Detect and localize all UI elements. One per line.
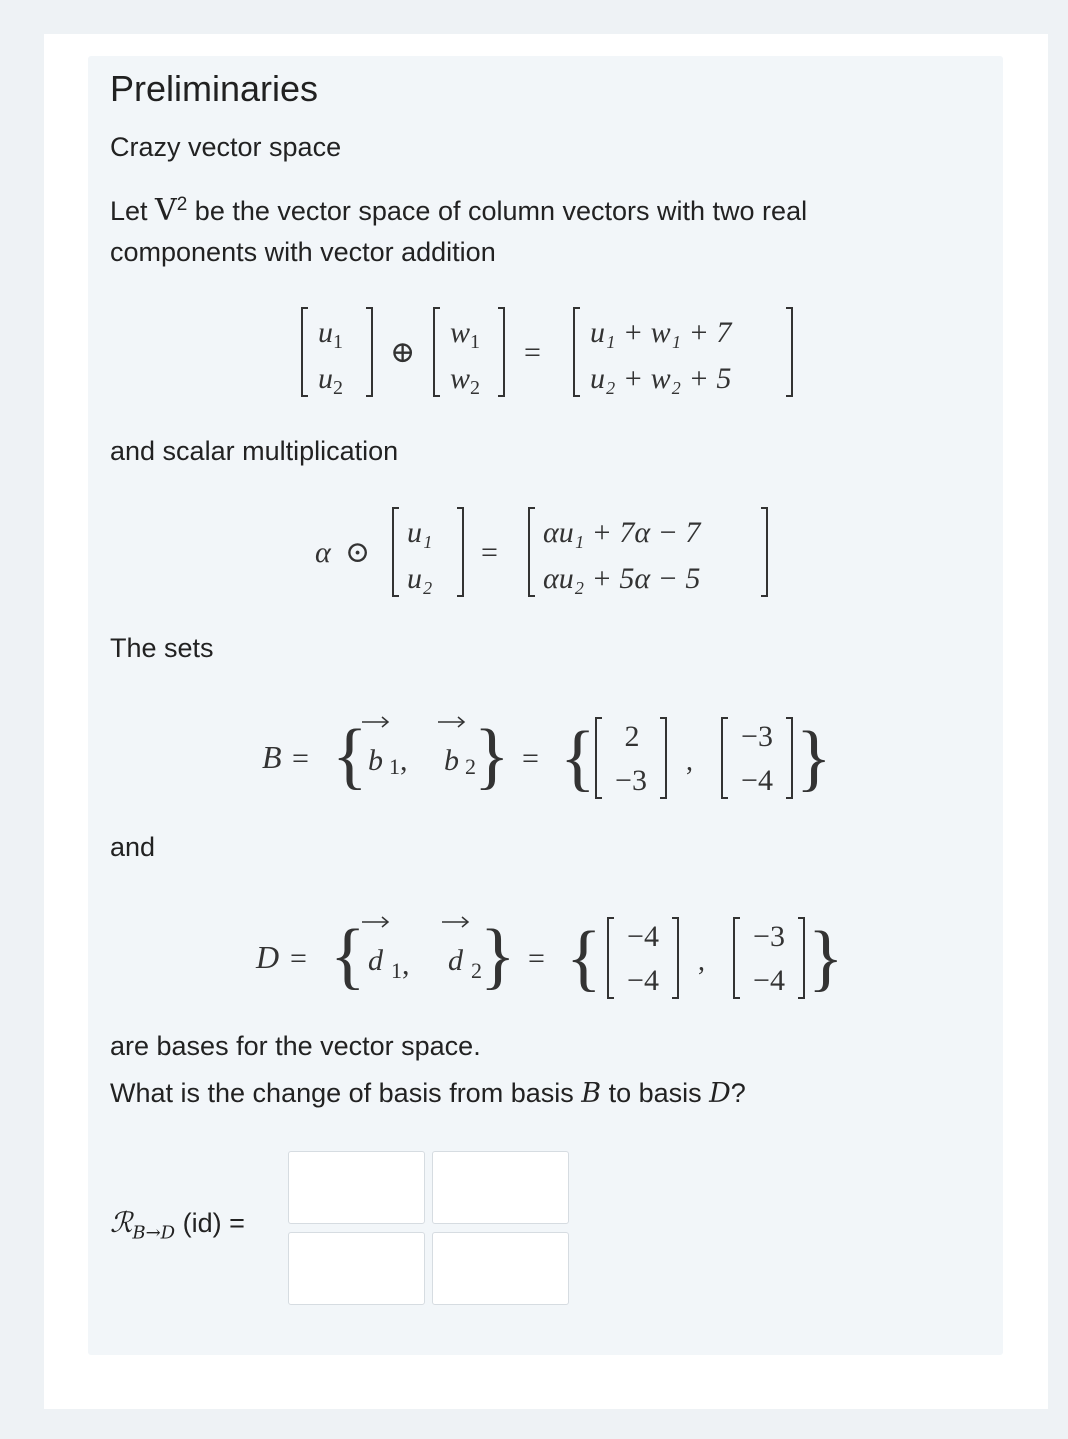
basis-d-m1-top: −4 bbox=[627, 920, 659, 953]
basis-b-eq2: = bbox=[522, 742, 539, 775]
answer-subscript: B→D bbox=[132, 1222, 176, 1244]
basis-d-brace-open: { bbox=[330, 915, 366, 997]
answer-id: (id) bbox=[182, 1208, 222, 1238]
basis-b-brace-open: { bbox=[332, 715, 368, 797]
basis-d-vec2: d $_2$ bbox=[448, 944, 482, 983]
scalar-equation bbox=[313, 504, 823, 604]
basis-b-eq1: = bbox=[292, 742, 309, 775]
and-text: and bbox=[110, 832, 156, 862]
answer-cell-2-1[interactable] bbox=[288, 1232, 425, 1305]
add-result-row2: u₂ + w₂ + 5 bbox=[590, 362, 732, 395]
basis-b-brace-close: } bbox=[474, 715, 510, 797]
basis-d-m2-bottom: −4 bbox=[753, 964, 785, 997]
basis-b-m1-bottom: −3 bbox=[615, 764, 647, 797]
question-text bbox=[110, 1070, 746, 1117]
basis-d-m2-top: −3 bbox=[753, 920, 785, 953]
intro-line-2: components with vector addition bbox=[110, 237, 496, 267]
answer-cell-2-2[interactable] bbox=[432, 1232, 569, 1305]
scalar-text: and scalar multiplication bbox=[110, 436, 399, 466]
question-suffix: ? bbox=[730, 1078, 746, 1108]
problem-card bbox=[88, 56, 1003, 1355]
answer-cell-1-1[interactable] bbox=[288, 1151, 425, 1224]
basis-b-comma: , bbox=[686, 746, 693, 777]
bases-text: are bases for the vector space. bbox=[110, 1031, 481, 1061]
basis-b-vec1: b 1, bbox=[368, 744, 408, 779]
intro-line-1-rest: be the vector space of column vectors with two real bbox=[187, 196, 808, 226]
scalar-equals: = bbox=[481, 536, 498, 569]
basis-d-eq2: = bbox=[528, 942, 545, 975]
scalar-result-row1: αu₁ + 7α − 7 bbox=[543, 516, 701, 549]
basis-d-brace-open-2: { bbox=[566, 917, 602, 999]
add-result-row1: u₁ + w₁ + 7 bbox=[590, 316, 732, 349]
add-u2: $u_2$ bbox=[318, 362, 343, 399]
question-basis-b: B bbox=[581, 1078, 602, 1109]
answer-cell-1-2[interactable] bbox=[432, 1151, 569, 1224]
basis-b-brace-open-2: { bbox=[560, 717, 596, 799]
scalar-u2: u₂ bbox=[407, 562, 433, 595]
basis-b-brace-close-2: } bbox=[796, 717, 832, 799]
basis-b-vec2: b 2 bbox=[444, 744, 476, 779]
add-u1: $u_1$ bbox=[318, 316, 343, 353]
basis-b-m2-bottom: −4 bbox=[741, 764, 773, 797]
odot-symbol: ⊙ bbox=[345, 536, 371, 569]
answer-label bbox=[110, 1206, 245, 1243]
basis-b-m2-top: −3 bbox=[741, 720, 773, 753]
question-mid: to basis bbox=[601, 1078, 710, 1108]
basis-d-m1-bottom: −4 bbox=[627, 964, 659, 997]
basis-d-comma: , bbox=[698, 946, 705, 977]
problem-subtitle: Crazy vector space bbox=[110, 132, 342, 162]
question-basis-d: D bbox=[709, 1078, 731, 1109]
oplus-symbol: ⊕ bbox=[390, 336, 416, 369]
scalar-u1: u₁ bbox=[407, 516, 433, 549]
alpha-symbol: α bbox=[315, 536, 331, 569]
basis-d-brace-close: } bbox=[480, 915, 516, 997]
script-r-symbol: ℛ bbox=[110, 1206, 133, 1239]
add-w2: $w_2$ bbox=[450, 362, 481, 399]
question-prefix: What is the change of basis from basis bbox=[110, 1078, 582, 1108]
basis-b-m1-top: 2 bbox=[624, 720, 640, 753]
basis-d-eq1: = bbox=[290, 942, 307, 975]
page bbox=[44, 34, 1048, 1409]
basis-d-brace-close-2: } bbox=[808, 917, 844, 999]
answer-equals: = bbox=[229, 1208, 245, 1238]
add-equals: = bbox=[524, 336, 541, 369]
space-symbol: V bbox=[155, 193, 177, 228]
add-w1: $w_1$ bbox=[450, 316, 481, 353]
basis-b-name: B bbox=[262, 739, 282, 775]
intro-let: Let bbox=[110, 196, 156, 226]
space-exponent: 2 bbox=[176, 194, 188, 215]
sets-text: The sets bbox=[110, 633, 214, 663]
scalar-result-row2: αu₂ + 5α − 5 bbox=[543, 562, 701, 595]
basis-b-equation bbox=[260, 704, 860, 804]
basis-d-name: D bbox=[256, 939, 280, 975]
basis-d-equation bbox=[254, 904, 874, 1004]
section-title: Preliminaries bbox=[110, 68, 319, 109]
basis-d-vec1: d $_1$, bbox=[368, 944, 410, 983]
intro-line-1 bbox=[110, 181, 807, 235]
addition-equation bbox=[288, 304, 808, 404]
